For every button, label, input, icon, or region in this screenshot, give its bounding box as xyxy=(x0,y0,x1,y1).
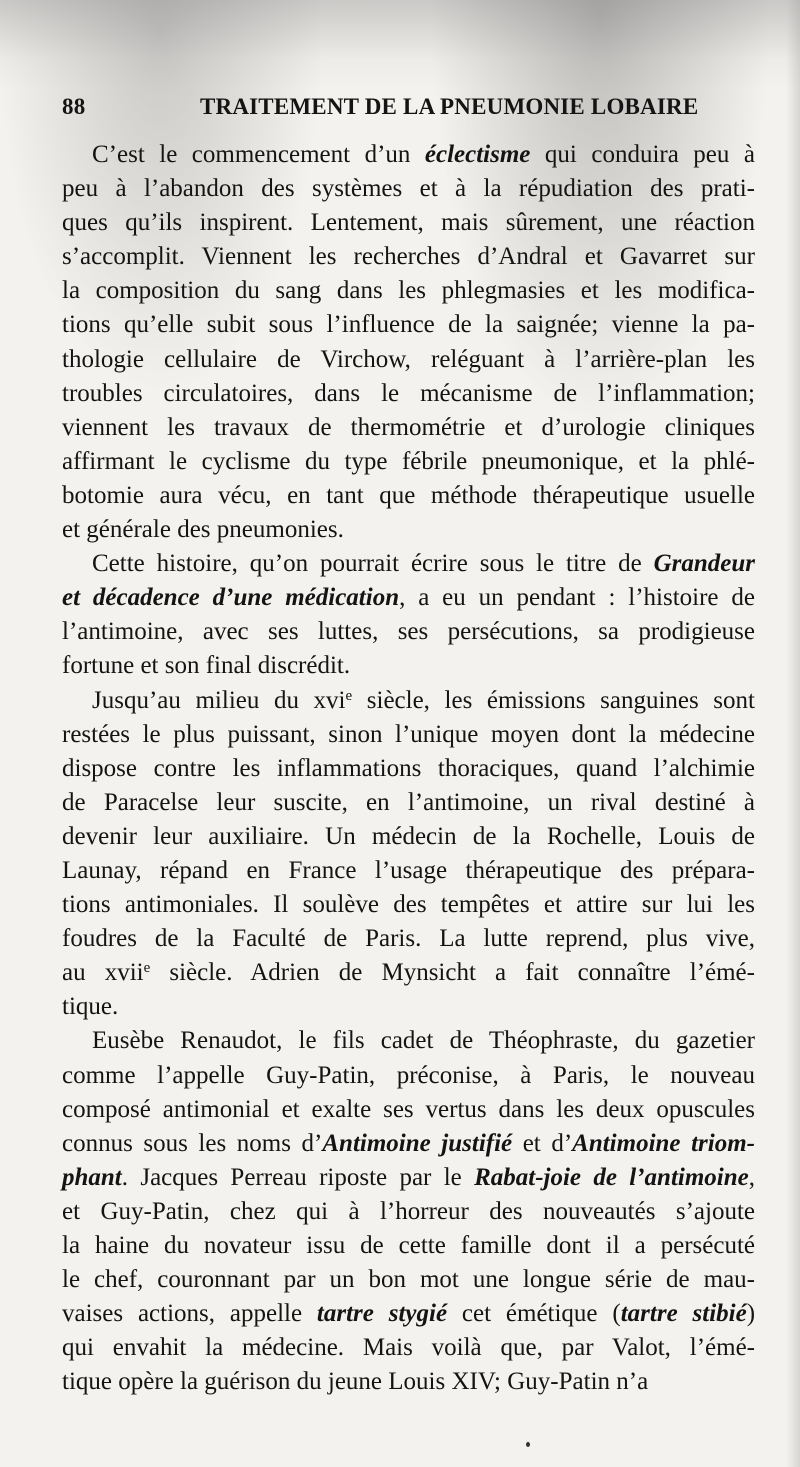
text-line xyxy=(62,922,755,956)
text-line xyxy=(62,1161,755,1195)
text-run: de Paracelse leur suscite, en l’antimoine, un rival destiné à xyxy=(62,788,755,816)
text-line xyxy=(62,820,755,854)
text-line xyxy=(62,1331,755,1365)
text-run: cet émétique ( xyxy=(447,1300,621,1328)
body-text xyxy=(62,138,755,1399)
text-run: qui envahit la médecine. Mais voilà que, par Valot, l’émé- xyxy=(62,1334,755,1362)
text-run: tions qu’elle subit sous l’influence de la saignée; vienne la pa- xyxy=(62,311,755,339)
text-run: . Jacques Perreau riposte par le xyxy=(121,1163,475,1191)
paragraph xyxy=(62,1024,755,1399)
text-run: comme l’appelle Guy-Patin, préconise, à Paris, le nouveau xyxy=(62,1061,755,1089)
text-line xyxy=(62,411,755,445)
text-run: botomie aura vécu, en tant que méthode thérapeutique usuelle xyxy=(62,481,755,509)
text-line xyxy=(62,1297,755,1331)
text-line xyxy=(62,649,755,683)
paragraph xyxy=(62,684,755,1025)
text-run: troubles circulatoires, dans le mécanisme de l’inflammation; xyxy=(62,379,755,407)
text-run: fortune et son final discrédit. xyxy=(62,652,351,680)
text-line xyxy=(62,718,755,752)
text-line xyxy=(62,308,755,342)
italic-text: éclectisme xyxy=(424,141,531,168)
text-run: peu à l’abandon des systèmes et à la répudiation des prati- xyxy=(62,175,755,203)
text-line xyxy=(62,786,755,820)
text-line xyxy=(62,377,755,411)
text-line xyxy=(62,581,755,615)
text-run: C’est le commencement d’un xyxy=(92,141,425,168)
superscript: e xyxy=(345,687,353,704)
text-line xyxy=(62,1263,755,1297)
text-run: restées le plus puissant, sinon l’unique moyen dont la médecine xyxy=(62,720,755,748)
text-run: et Guy-Patin, chez qui à l’horreur des nouveautés s’ajoute xyxy=(62,1197,755,1225)
page-number: 88 xyxy=(62,94,86,119)
text-line xyxy=(62,1195,755,1229)
paragraph xyxy=(62,547,755,683)
text-run: ques qu’ils inspirent. Lentement, mais sûrement, une réaction xyxy=(62,209,755,237)
text-line xyxy=(62,990,755,1024)
text-line xyxy=(62,172,755,206)
text-run: tique opère la guérison du jeune Louis XIV; Guy-Patin n’a xyxy=(62,1368,649,1396)
text-run: viennent les travaux de thermométrie et d’urologie cliniques xyxy=(62,413,755,441)
text-run: Eusèbe Renaudot, le fils cadet de Théophraste, du gazetier xyxy=(92,1027,755,1055)
running-head xyxy=(62,94,742,126)
text-line xyxy=(62,1093,755,1127)
text-line xyxy=(62,956,755,990)
text-line xyxy=(62,752,755,786)
ink-speck xyxy=(526,1442,530,1447)
text-run: Cette histoire, qu’on pourrait écrire sous le titre de xyxy=(92,550,654,578)
text-run: tions antimoniales. Il soulève des tempêtes et attire sur lui les xyxy=(62,891,755,919)
text-run: qui conduira peu à xyxy=(530,141,755,168)
text-line xyxy=(62,1229,755,1263)
italic-text: Antimoine triom- xyxy=(572,1129,755,1157)
text-run: foudres de la Faculté de Paris. La lutte reprend, plus vive, xyxy=(62,925,755,953)
text-line xyxy=(62,206,755,240)
text-run: et d’ xyxy=(512,1129,573,1157)
text-run: vaises actions, appelle xyxy=(62,1300,317,1328)
text-line xyxy=(62,615,755,649)
text-run: et générale des pneumonies. xyxy=(62,516,344,544)
text-line xyxy=(62,445,755,479)
text-line xyxy=(62,513,755,547)
italic-text: tartre stygié xyxy=(316,1300,448,1328)
text-run: la haine du novateur issu de cette famille dont il a persécuté xyxy=(62,1232,755,1259)
text-run: Jusqu’au milieu du xvi xyxy=(92,686,346,714)
text-line xyxy=(62,684,755,718)
italic-text: Grandeur xyxy=(653,550,755,578)
text-line xyxy=(62,1059,755,1093)
text-run: dispose contre les inflammations thoraciques, quand l’alchimie xyxy=(62,754,755,782)
text-run: ) xyxy=(746,1300,756,1328)
text-line xyxy=(62,479,755,513)
text-run: affirmant le cyclisme du type fébrile pneumonique, et la phlé- xyxy=(62,447,755,475)
text-line xyxy=(62,343,755,377)
text-run: , xyxy=(748,1163,755,1191)
italic-text: phant xyxy=(62,1163,122,1191)
text-run: tique. xyxy=(62,993,119,1021)
text-line xyxy=(62,854,755,888)
italic-text: Rabat-joie de l’antimoine xyxy=(474,1163,749,1191)
text-run: s’accomplit. Viennent les recherches d’Andral et Gavarret sur xyxy=(62,243,755,271)
italic-text: tartre stibié xyxy=(620,1300,747,1328)
text-line xyxy=(62,138,755,172)
superscript: e xyxy=(143,960,151,976)
text-run: siècle. Adrien de Mynsicht a fait connaître l’émé- xyxy=(150,959,755,987)
text-run: thologie cellulaire de Virchow, reléguant à l’arrière-plan les xyxy=(62,345,755,373)
italic-text: Antimoine justifié xyxy=(322,1129,513,1157)
text-line xyxy=(62,240,755,274)
text-line xyxy=(62,1024,755,1058)
text-line xyxy=(62,1365,755,1399)
text-run: l’antimoine, avec ses luttes, ses persécutions, sa prodigieuse xyxy=(62,618,755,646)
text-run: la composition du sang dans les phlegmasies et les modifica- xyxy=(62,277,755,305)
text-line xyxy=(62,547,755,581)
text-line xyxy=(62,1127,755,1161)
italic-text: et décadence d’une médication xyxy=(62,584,400,612)
text-run: siècle, les émissions sanguines sont xyxy=(352,686,755,714)
text-line xyxy=(62,888,755,922)
text-run: devenir leur auxiliaire. Un médecin de la Rochelle, Louis de xyxy=(62,822,755,850)
text-line xyxy=(62,274,755,308)
paragraph xyxy=(62,138,755,547)
text-run: au xvii xyxy=(62,959,144,987)
text-run: Launay, répand en France l’usage thérapeutique des prépara- xyxy=(62,856,755,884)
text-run: connus sous les noms d’ xyxy=(62,1129,323,1157)
text-run: , a eu un pendant : l’histoire de xyxy=(399,584,755,612)
running-title: TRAITEMENT DE LA PNEUMONIE LOBAIRE xyxy=(200,94,699,119)
text-run: composé antimonial et exalte ses vertus dans les deux opuscules xyxy=(62,1095,755,1123)
text-run: le chef, couronnant par un bon mot une longue série de mau- xyxy=(62,1266,755,1294)
page-edge-shadow xyxy=(786,0,800,1467)
